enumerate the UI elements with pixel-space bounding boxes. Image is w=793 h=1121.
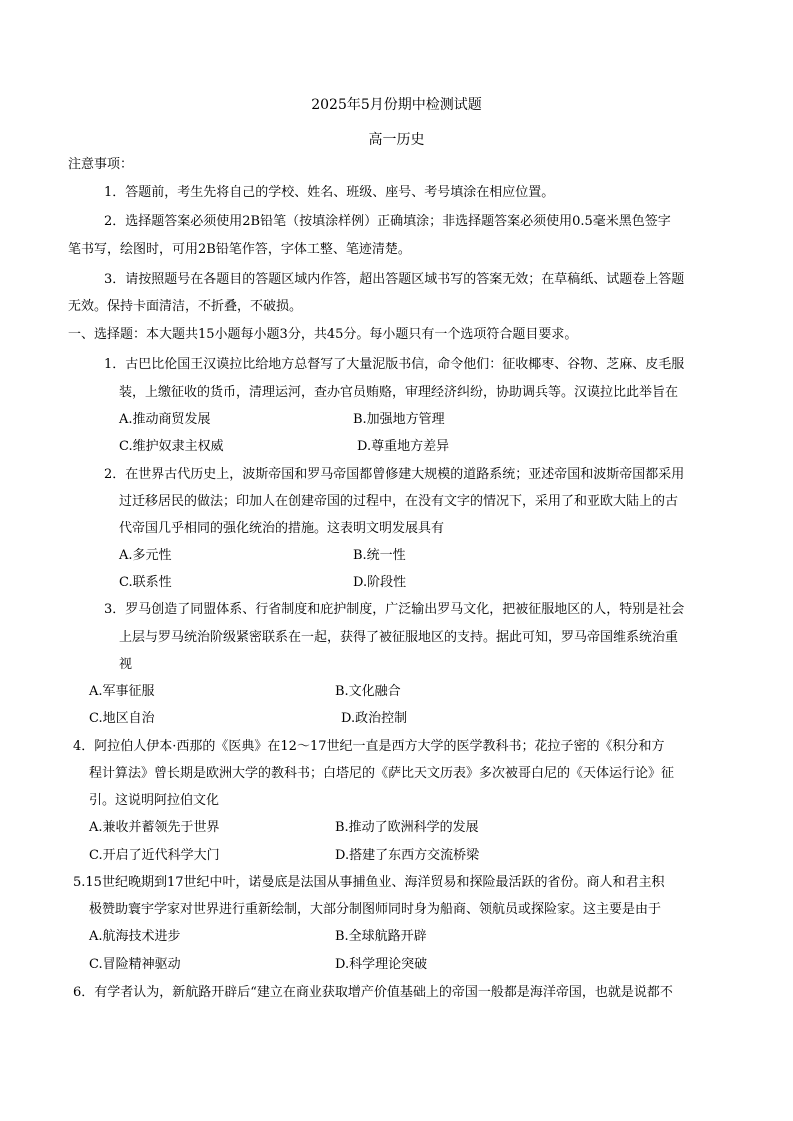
question-1-option-b: B.加强地方管理 bbox=[353, 412, 445, 427]
notice-item-1: 1．答题前，考生先将自己的学校、姓名、班级、座号、考号填涂在相应位置。 bbox=[104, 185, 555, 200]
notice-heading: 注意事项： bbox=[68, 157, 134, 172]
question-2-option-b: B.统一性 bbox=[353, 548, 406, 563]
notice-item-2-cont: 笔书写，绘图时，可用2B铅笔作答，字体工整、笔迹清楚。 bbox=[68, 242, 411, 257]
question-2-option-a: A.多元性 bbox=[119, 548, 172, 563]
question-5-line-1: 5.15世纪晚期到17世纪中叶，诺曼底是法国从事捕鱼业、海洋贸易和探险最活跃的省份。商人和君主积 bbox=[73, 875, 665, 890]
question-2-line-1: 2．在世界古代历史上，波斯帝国和罗马帝国都曾修建大规模的道路系统；亚述帝国和波斯帝国都采用 bbox=[104, 467, 685, 482]
question-4-option-b: B.推动了欧洲科学的发展 bbox=[335, 820, 479, 835]
question-3-option-c: C.地区自治 bbox=[89, 711, 155, 726]
question-5-option-c: C.冒险精神驱动 bbox=[89, 957, 181, 972]
question-2-line-2: 过迁移居民的做法；印加人在创建帝国的过程中，在没有文字的情况下，采用了和亚欧大陆上的古 bbox=[119, 494, 679, 509]
question-6-line-1: 6．有学者认为，新航路开辟后“建立在商业获取增产价值基础上的帝国一般都是海洋帝国，也就是说都不 bbox=[73, 985, 673, 1000]
question-1-line-1: 1．古巴比伦国王汉谟拉比给地方总督写了大量泥版书信，命令他们：征收椰枣、谷物、芝麻、皮毛服 bbox=[104, 357, 685, 372]
question-4-line-2: 程计算法》曾长期是欧洲大学的教科书；白塔尼的《萨比天文历表》多次被哥白尼的《天体运行论》征 bbox=[89, 766, 675, 781]
question-3-option-d: D.政治控制 bbox=[341, 711, 408, 726]
question-3-line-3: 视 bbox=[119, 657, 133, 672]
question-1-line-2: 装，上缴征收的货币，清理运河，查办官员贿赂，审理经济纠纷，协助调兵等。汉谟拉比此举旨在 bbox=[119, 385, 679, 400]
question-2-option-d: D.阶段性 bbox=[353, 575, 407, 590]
question-3-option-b: B.文化融合 bbox=[335, 684, 401, 699]
notice-item-3-cont: 无效。保持卡面清洁，不折叠，不破损。 bbox=[68, 299, 303, 314]
question-4-option-c: C.开启了近代科学大门 bbox=[89, 848, 220, 863]
question-1-option-d: D.尊重地方差异 bbox=[357, 439, 450, 454]
section-heading: 一、选择题：本大题共15小题每小题3分，共45分。每小题只有一个选项符合题目要求。 bbox=[68, 327, 578, 342]
question-4-line-1: 4．阿拉伯人伊本·西那的《医典》在12～17世纪一直是西方大学的医学教科书；花拉子密的《积分和方 bbox=[73, 739, 665, 754]
question-5-option-b: B.全球航路开辟 bbox=[335, 929, 427, 944]
question-5-option-d: D.科学理论突破 bbox=[335, 957, 428, 972]
question-3-line-2: 上层与罗马统治阶级紧密联系在一起，获得了被征服地区的支持。据此可知，罗马帝国维系统治重 bbox=[119, 630, 679, 645]
question-1-option-c: C.维护奴隶主权威 bbox=[119, 439, 224, 454]
question-5-line-2: 极赞助寰宇学家对世界进行重新绘制，大部分制图师同时身为船商、领航员或探险家。这主要是由于 bbox=[89, 902, 662, 917]
question-3-option-a: A.军事征服 bbox=[89, 684, 155, 699]
question-4-option-a: A.兼收并蓄领先于世界 bbox=[89, 820, 220, 835]
question-4-line-3: 引。这说明阿拉伯文化 bbox=[89, 793, 220, 808]
question-1-option-a: A.推动商贸发展 bbox=[119, 412, 211, 427]
exam-subject: 高一历史 bbox=[368, 132, 425, 148]
notice-item-3: 3．请按照题号在各题目的答题区域内作答，超出答题区域书写的答案无效；在草稿纸、试题卷上答题 bbox=[104, 272, 685, 287]
question-4-option-d: D.搭建了东西方交流桥梁 bbox=[335, 848, 480, 863]
notice-item-2: 2．选择题答案必须使用2B铅笔（按填涂样例）正确填涂；非选择题答案必须使用0.5毫米黑色签字 bbox=[104, 214, 671, 229]
exam-title: 2025年5月份期中检测试题 bbox=[311, 97, 482, 113]
question-3-line-1: 3．罗马创造了同盟体系、行省制度和庇护制度，广泛输出罗马文化，把被征服地区的人，特别是社会 bbox=[104, 602, 685, 617]
question-2-option-c: C.联系性 bbox=[119, 575, 172, 590]
question-5-option-a: A.航海技术进步 bbox=[89, 929, 181, 944]
question-2-line-3: 代帝国几乎相同的强化统治的措施。这表明文明发展具有 bbox=[119, 521, 445, 536]
